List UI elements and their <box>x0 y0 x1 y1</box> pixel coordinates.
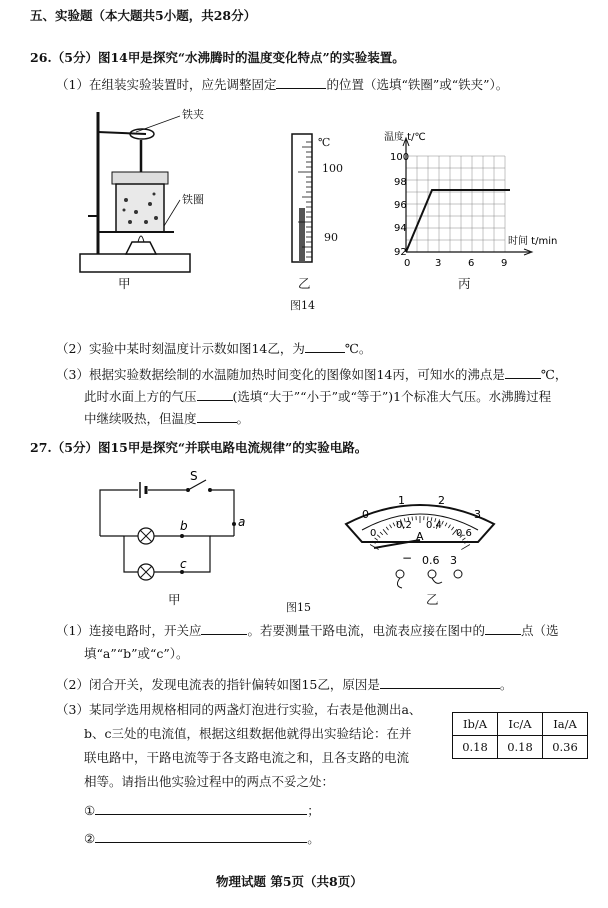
clamp-pointer <box>136 116 180 132</box>
table-header-ia: Ia/A <box>543 713 588 736</box>
q27-part1-blank1[interactable] <box>201 622 247 635</box>
label-fig14-yi: 乙 <box>298 276 311 291</box>
flame <box>138 236 144 242</box>
q27-part1-text-b: 。若要测量干路电流，电流表应接在图中的 <box>247 623 485 638</box>
section-title: 五、实验题（本大题共5小题，共28分） <box>30 8 257 23</box>
answer-blank-2[interactable] <box>95 830 307 843</box>
q26-part3-line1 <box>56 366 567 383</box>
answer-end-2: 。 <box>307 831 320 846</box>
q26-part2-text-b: ℃。 <box>344 341 372 356</box>
meter-top-1: 1 <box>398 494 405 507</box>
ammeter-tick <box>461 544 470 549</box>
terminal-06: 0.6 <box>422 554 440 567</box>
terminal-minus: − <box>402 551 413 565</box>
label-fig14-jia: 甲 <box>118 276 131 291</box>
graph-xlabel: 时间 t/min <box>508 236 558 247</box>
thermometer-figure <box>262 132 352 272</box>
label-iron-ring: 铁圈 <box>182 193 204 206</box>
q27-part3-line2: b、c三处的电流值，根据这组数据他就得出实验结论：在并 <box>84 726 412 741</box>
lamp-1 <box>138 528 154 544</box>
meter-bottom-04: 0.4 <box>426 520 442 531</box>
xtick-0: 0 <box>404 258 411 269</box>
q26-part2-blank[interactable] <box>305 340 345 353</box>
xtick-6: 6 <box>468 258 475 269</box>
iron-clamp-arm <box>98 132 146 134</box>
table-value-ia: 0.36 <box>543 736 588 759</box>
ammeter-tick <box>412 517 413 521</box>
q26-part1-text-a: （1）在组装实验装置时，应先调整固定 <box>56 77 277 92</box>
label-c: c <box>180 557 187 571</box>
stand-base <box>80 254 190 272</box>
meter-top-2: 2 <box>438 494 445 507</box>
ytick-100: 100 <box>390 152 410 163</box>
current-table-header-row <box>453 713 588 736</box>
table-header-ic: Ic/A <box>498 713 543 736</box>
q26-part3-text-d: (选填“大于”“小于”或“等于”)1个标准大气压。水沸腾过程 <box>232 389 552 404</box>
meter-bottom-06: 0.6 <box>456 528 472 539</box>
ring-pointer <box>164 200 180 226</box>
temperature-curve <box>406 190 510 252</box>
q26-part3-text-c: 此时水面上方的气压 <box>84 389 197 404</box>
xtick-9: 9 <box>501 258 508 269</box>
q26-part3-blank1[interactable] <box>505 366 541 379</box>
q27-header: 27.（5分）图15甲是探究“并联电路电流规律”的实验电路。 <box>30 440 368 455</box>
q26-part3-text-f: 。 <box>236 411 250 426</box>
wire-right <box>212 490 234 536</box>
q27-part3-line1: （3）某同学选用规格相同的两盏灯泡进行实验，右表是他测出a、 <box>56 702 422 717</box>
q27-part1 <box>56 622 559 639</box>
q26-part2-text-a: （2）实验中某时刻温度计示数如图14乙，为 <box>56 341 305 356</box>
boiling-apparatus-figure <box>76 104 196 284</box>
answer-marker-2: ② <box>84 831 96 846</box>
terminal-3: 3 <box>450 554 457 567</box>
q27-part1-line2: 填“a”“b”或“c”）。 <box>84 646 189 661</box>
meter-bottom-02: 0.2 <box>396 520 412 531</box>
node-b <box>180 534 184 538</box>
terminal-knob-06[interactable] <box>428 570 436 578</box>
meter-top-0: 0 <box>362 508 369 521</box>
q27-part2 <box>56 676 512 693</box>
graph-ylabel: 温度 t/℃ <box>384 132 426 143</box>
q26-part3-text-a: （3）根据实验数据绘制的水温随加热时间变化的图像如图14丙，可知水的沸点是 <box>56 367 505 382</box>
q27-part2-text-b: 。 <box>499 677 513 692</box>
table-value-ic: 0.18 <box>498 736 543 759</box>
terminal-wire-minus <box>397 578 402 588</box>
q26-part3-text-b: ℃， <box>540 367 568 382</box>
current-table-value-row <box>453 736 588 759</box>
thermo-unit: ℃ <box>318 136 331 149</box>
label-fig15-yi: 乙 <box>426 592 439 607</box>
q27-part3-line4: 相等。请指出他实验过程中的两点不妥之处： <box>84 774 335 789</box>
q26-part3-text-e: 中继续吸热，但温度 <box>84 411 197 426</box>
alcohol-lamp <box>126 242 156 254</box>
graph-grid <box>406 156 505 252</box>
answer-line-1 <box>84 802 320 819</box>
q27-part2-blank[interactable] <box>380 676 500 689</box>
ytick-94: 94 <box>394 223 407 234</box>
xtick-3: 3 <box>435 258 442 269</box>
q26-part3-line3 <box>84 410 249 427</box>
label-fig15-jia: 甲 <box>168 592 181 607</box>
answer-marker-1: ① <box>84 803 96 818</box>
ammeter-figure <box>340 490 500 590</box>
fig14-caption: 图14 <box>290 299 315 312</box>
q26-part3-blank3[interactable] <box>197 410 237 423</box>
fig15-caption: 图15 <box>286 601 311 614</box>
meter-bottom-0: 0 <box>370 528 377 539</box>
q27-part1-blank2[interactable] <box>485 622 521 635</box>
beaker-lid <box>112 172 168 184</box>
terminal-wire-06 <box>432 578 442 583</box>
q27-part3-line3: 联电路中，干路电流等于各支路电流之和，且各支路的电流 <box>84 750 410 765</box>
label-iron-clamp: 铁夹 <box>182 108 204 121</box>
thermo-label-90: 90 <box>324 231 338 244</box>
q27-part1-text-c: 点（选 <box>520 623 559 638</box>
page-footer: 物理试题 第5页（共8页） <box>216 874 363 889</box>
meter-top-3: 3 <box>474 508 481 521</box>
mercury-column <box>299 208 305 262</box>
label-switch-s: S <box>190 469 198 483</box>
ytick-92: 92 <box>394 247 407 258</box>
table-header-ib: Ib/A <box>453 713 498 736</box>
q26-part2 <box>56 340 371 357</box>
label-fig14-bing: 丙 <box>458 276 471 291</box>
parallel-circuit-figure <box>94 469 254 591</box>
label-b: b <box>180 519 188 533</box>
q27-part1-text-a: （1）连接电路时，开关应 <box>56 623 202 638</box>
terminal-knob-minus[interactable] <box>396 570 404 578</box>
terminal-knob-3[interactable] <box>454 570 462 578</box>
answer-end-1: ； <box>307 803 320 818</box>
temperature-graph <box>380 130 558 270</box>
meter-unit: A <box>416 530 424 543</box>
q26-part1 <box>56 76 508 93</box>
thermo-label-100: 100 <box>322 162 343 175</box>
wire-branch-c-left <box>124 536 138 572</box>
q26-part3-blank2[interactable] <box>197 388 233 401</box>
q27-part2-text-a: （2）闭合开关，发现电流表的指针偏转如图15乙，原因是 <box>56 677 380 692</box>
ytick-98: 98 <box>394 177 407 188</box>
answer-blank-1[interactable] <box>95 802 307 815</box>
node-a <box>232 522 236 526</box>
q26-part1-blank[interactable] <box>276 76 326 89</box>
q26-part1-text-b: 的位置（选填“铁圈”或“铁夹”）。 <box>326 77 509 92</box>
switch-contact <box>208 488 212 492</box>
q26-part3-line2 <box>84 388 551 405</box>
beaker <box>116 184 164 232</box>
table-value-ib: 0.18 <box>453 736 498 759</box>
label-a: a <box>238 515 246 529</box>
q26-header: 26.（5分）图14甲是探究“水沸腾时的温度变化特点”的实验装置。 <box>30 50 405 65</box>
ytick-96: 96 <box>394 200 407 211</box>
answer-line-2 <box>84 830 320 847</box>
current-table <box>452 712 588 759</box>
lamp-2 <box>138 564 154 580</box>
wire-left-top <box>100 490 138 536</box>
